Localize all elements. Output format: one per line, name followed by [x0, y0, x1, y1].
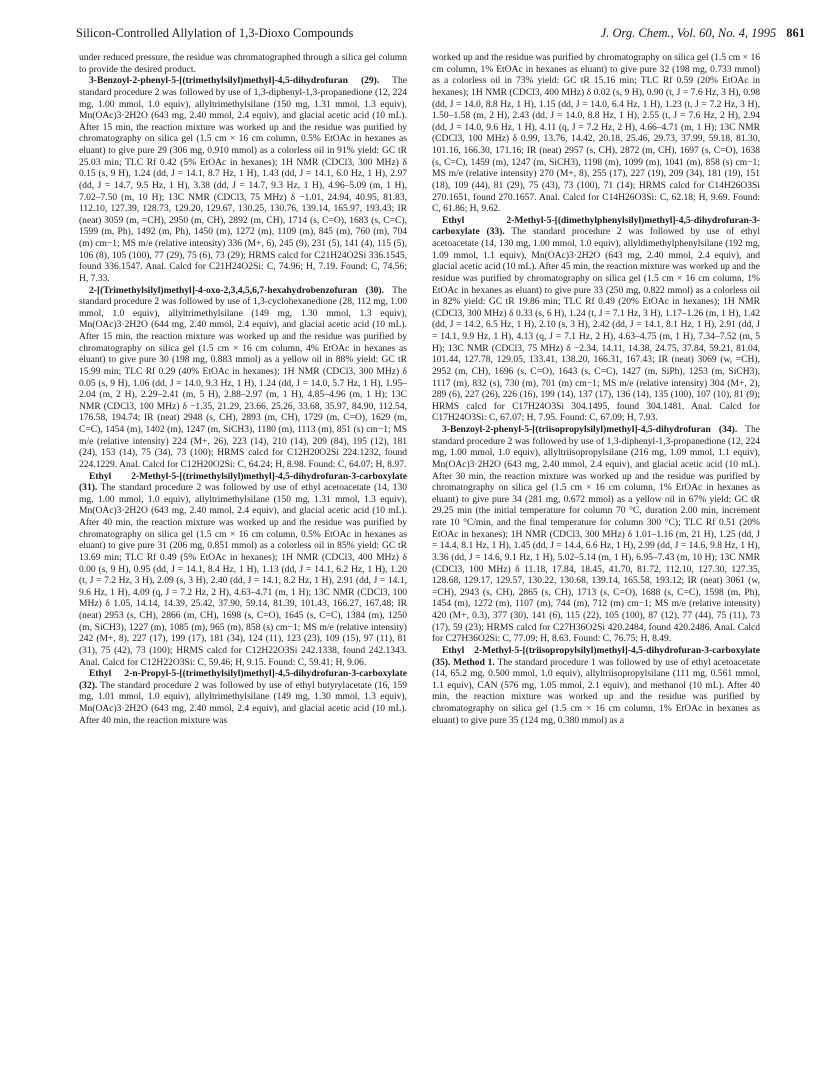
paragraph: [432, 424, 760, 645]
right-column: [432, 52, 760, 726]
paragraph-text: The standard procedure 2 was followed by use of 1,3-diphenyl-1,3-propanedione (12, 224 mg, 1.00 mmol, 1.0 equiv), allyltriisopropylsilane (216 mg, 1.09 mmol, 1.1 equiv), Mn(OAc)3·2H2O (643 mg, 2.40 mmol, 2.4 equiv), and glacial acetic acid (10 mL). After 30 min, the reaction mixture was worked up and the residue was purified by chromatography on silica gel (1.5 cm × 16 cm column, 1% EtOAc in hexanes as eluant) to give pure 34 (281 mg, 0.672 mmol) as a yellow oil in 67% yield: GC tR 29.25 min (the initial temperature for column 70 °C, duration 2.00 min, increment rate 10 °C/min, and the final temperature for column 300 °C); TLC Rf 0.51 (20% EtOAc in hexanes); 1H NMR (CDCl3, 300 MHz) δ 1.01–1.16 (m, 21 H), 1.25 (dd, J = 14.4, 8.1 Hz, 1 H), 1.45 (dd, J = 14.4, 6.6 Hz, 1 H), 2.99 (dd, J = 14.6, 9.8 Hz, 1 H), 3.36 (dd, J = 14.6, 9.1 Hz, 1 H), 5.02–5.14 (m, 1 H), 6.95–7.43 (m, 10 H); 13C NMR (CDCl3, 100 MHz) δ 11.18, 17.84, 18.45, 41.70, 81.72, 112.10, 127.30, 127.35, 128.68, 129.17, 129.57, 130.22, 130.68, 139.14, 165.58, 193.12; IR (neat) 3061 (w, =CH), 2943 (s, CH), 2865 (s, CH), 1713 (s, C=O), 1688 (s, C=C), 1598 (m, Ph), 1454 (m), 1272 (m), 1107 (m), 744 (m), 712 (m) cm−1; MS m/e (relative intensity) 420 (M+, 0.3), 377 (30), 141 (6), 115 (22), 105 (100), 87 (12), 77 (44), 75 (11), 73 (17), 59 (23); HRMS calcd for C27H36O2Si 420.2484, found 420.2486. Anal. Calcd for C27H36O2Si: C, 77.09; H, 8.63. Found: C, 76.75; H, 8.49.: [432, 424, 760, 645]
compound-heading: 2-[(Trimethylsilyl)methyl]-4-oxo-2,3,4,5,6,7-hexahydrobenzofuran (30).: [89, 284, 384, 296]
paragraph-text: The standard procedure 1 was followed by use of ethyl acetoacetate (14, 65.2 mg, 0.500 mmol, 1.0 equiv), allyltriisopropylsilane (111 mg, 0.561 mmol, 1.1 equiv), CAN (576 mg, 1.05 mmol, 2.1 equiv), and methanol (10 mL). After 40 min, the reaction mixture was worked up and the residue was purified by chromatography on silica gel (1.5 cm × 16 cm column, 1% EtOAc in hexanes as eluant) to give pure 35 (124 mg, 0.380 mmol) as a: [432, 656, 761, 726]
page-number: 861: [786, 26, 805, 40]
paragraph-text: worked up and the residue was purified by chromatography on silica gel (1.5 cm × 16 cm column, 1% EtOAc in hexanes as eluant) to give pure 32 (198 mg, 0.733 mmol) as a colorless oil in 73% yield: GC tR 15.16 min; TLC Rf 0.59 (20% EtOAc in hexanes); 1H NMR (CDCl3, 400 MHz) δ 0.02 (s, 9 H), 0.90 (t, J = 7.6 Hz, 3 H), 0.98 (dd, J = 14.0, 8.8 Hz, 1 H), 1.15 (dd, J = 14.0, 6.4 Hz, 1 H), 1.23 (t, J = 7.2 Hz, 3 H), 1.50–1.58 (m, 2 H), 2.43 (dd, J = 14.0, 8.8 Hz, 1 H), 2.55 (t, J = 7.6 Hz, 2 H), 2.94 (dd, J = 14.0, 9.6 Hz, 1 H), 4.11 (q, J = 7.2 Hz, 2 H), 4.66–4.71 (m, 1 H); 13C NMR (CDCl3, 100 MHz) δ 0.99, 13.76, 14.42, 20.18, 25.46, 29.73, 37.99, 59.18, 81.30, 101.16, 166.30, 171.16; IR (neat) 2957 (s, CH), 2872 (m, CH), 1697 (s, C=O), 1638 (s, C=C), 1459 (m), 1247 (m, SiCH3), 1198 (m), 1099 (m), 1041 (m), 858 (s) cm−1; MS m/e (relative intensity) 270 (M+, 8), 255 (17), 227 (19), 209 (34), 181 (19), 151 (18), 109 (44), 81 (29), 75 (43), 73 (100), 71 (14); HRMS calcd for C14H26O3Si 270.1651, found 270.1657. Anal. Calcd for C14H26O3Si: C, 62.18; H, 9.69. Found: C, 61.86; H, 9.62.: [432, 52, 760, 215]
left-column: [79, 52, 407, 726]
paragraph-text: The standard procedure 2 was followed by use of ethyl butyrylacetate (16, 159 mg, 1.01 mmol, 1.0 equiv), allyltrimethylsilane (149 mg, 1.30 mmol, 1.3 equiv), Mn(OAc)3·2H2O (643 mg, 2.40 mmol, 2.4 equiv), and glacial acetic acid (10 mL). After 40 min, the reaction mixture was: [79, 679, 407, 726]
journal-name: J. Org. Chem., Vol. 60, No. 4, 1995: [600, 26, 777, 40]
paragraph: [79, 75, 407, 284]
compound-heading: Ethyl 2-Methyl-5-[(triisopropylsilyl)methyl]-4,5-dihydrofuran-3-carboxylate (35). Method 1.: [432, 644, 760, 668]
paragraph: [432, 215, 760, 424]
compound-heading: Ethyl 2-Methyl-5-[(dimethylphenylsilyl)methyl]-4,5-dihydrofuran-3-carboxylate (33).: [432, 214, 760, 238]
paragraph: [432, 645, 760, 726]
paragraph: [79, 285, 407, 471]
paragraph-text: The standard procedure 2 was followed by use of 1,3-cyclohexanedione (28, 112 mg, 1.00 mmol, 1.0 equiv), allyltrimethylsilane (149 mg, 1.30 mmol, 1.3 equiv), Mn(OAc)3·2H2O (644 mg, 2.40 mmol, 2.4 equiv), and glacial acetic acid (10 mL). After 15 min, the reaction mixture was worked up and the residue was purified by chromatography on silica gel (1.5 cm × 16 cm column, 4% EtOAc in hexanes as eluant) to give pure 30 (198 mg, 0.883 mmol) as a yellow oil in 88% yield: GC tR 15.99 min; TLC Rf 0.29 (40% EtOAc in hexanes); 1H NMR (CDCl3, 300 MHz) δ 0.05 (s, 9 H), 1.06 (dd, J = 14.0, 9.3 Hz, 1 H), 1.24 (dd, J = 14.0, 5.7 Hz, 1 H), 1.95–2.04 (m, 2 H), 2.29–2.41 (m, 5 H), 2.88–2.97 (m, 1 H), 4.85–4.96 (m, 1 H); 13C NMR (CDCl3, 100 MHz) δ −1.35, 21.29, 23.66, 25.26, 33.68, 35.97, 84.90, 112.54, 176.58, 194.74; IR (neat) 2948 (s, CH), 2893 (m, CH), 1729 (m, C=O), 1629 (m, C=C), 1454 (m), 1402 (m), 1247 (m, SiCH3), 1180 (m), 1113 (m), 851 (s) cm−1; MS m/e (relative intensity) 224 (M+, 26), 223 (14), 210 (14), 209 (84), 195 (12), 181 (24), 153 (14), 75 (34), 73 (100); HRMS calcd for C12H20O2Si 224.1232, found 224.1229. Anal. Calcd for C12H20O2Si: C, 64.24; H, 8.98. Found: C, 64.07; H, 8.97.: [79, 284, 407, 470]
running-title: Silicon-Controlled Allylation of 1,3-Dioxo Compounds: [76, 26, 354, 40]
paragraph-text: under reduced pressure, the residue was chromatographed through a silica gel column to provide the desired product.: [79, 52, 407, 75]
paragraph: [79, 471, 407, 669]
paragraph-text: The standard procedure 2 was followed by use of 1,3-diphenyl-1,3-propanedione (12, 224 mg, 1.00 mmol, 1.0 equiv), allyltrimethylsilane (150 mg, 1.31 mmol, 1.3 equiv), Mn(OAc)3·2H2O (643 mg, 2.40 mmol, 2.4 equiv), and glacial acetic acid (10 mL). After 15 min, the reaction mixture was worked up and the residue was purified by chromatography on silica gel (1.5 cm × 16 cm column, 0.5% EtOAc in hexanes as eluant) to give pure 29 (306 mg, 0.910 mmol) as a colorless oil in 91% yield: GC tR 25.03 min; TLC Rf 0.42 (5% EtOAc in hexanes); 1H NMR (CDCl3, 300 MHz) δ 0.15 (s, 9 H), 1.24 (dd, J = 14.1, 8.7 Hz, 1 H), 1.43 (dd, J = 14.1, 6.0 Hz, 1 H), 2.97 (dd, J = 14.7, 9.5 Hz, 1 H), 3.38 (dd, J = 14.7, 9.3 Hz, 1 H), 4.96–5.09 (m, 1 H), 7.02–7.50 (m, 10 H); 13C NMR (CDCl3, 75 MHz) δ −1.01, 24.94, 40.95, 81.83, 112.10, 127.39, 128.73, 129.20, 129.67, 130.25, 130.76, 139.14, 165.97, 193.43; IR (neat) 3059 (m, =CH), 2950 (m, CH), 2892 (m, CH), 1714 (s, C=O), 1683 (s, C=C), 1599 (m, Ph), 1492 (m, Ph), 1450 (m), 1272 (m), 1109 (m), 845 (m), 760 (m), 704 (m) cm−1; MS m/e (relative intensity) 336 (M+, 6), 245 (9), 231 (5), 141 (4), 115 (5), 106 (8), 105 (100), 77 (29), 75 (6), 73 (29); HRMS calcd for C21H24O2Si 336.1545, found 336.1547. Anal. Calcd for C21H24O2Si: C, 74.96; H, 7.19. Found: C, 74.56; H, 7.33.: [79, 75, 408, 284]
running-header: [76, 26, 805, 44]
paragraph-text: The standard procedure 2 was followed by use of ethyl acetoacetate (14, 130 mg, 1.00 mmol, 1.0 equiv), allyldimethylphenylsilane (192 mg, 1.09 mmol, 1.1 equiv), Mn(OAc)3·2H2O (643 mg, 2.40 mmol, 2.4 equiv), and glacial acetic acid (10 mL). After 45 min, the reaction mixture was worked up and the residue was purified by chromatography on silica gel (1.5 cm × 16 cm column, 1% EtOAc in hexanes as eluant) to give pure 33 (250 mg, 0.822 mmol) as a colorless oil in 82% yield: GC tR 19.86 min; TLC Rf 0.49 (20% EtOAc in hexanes); 1H NMR (CDCl3, 300 MHz) δ 0.33 (s, 6 H), 1.24 (t, J = 7.1 Hz, 3 H), 1.17–1.26 (m, 1 H), 1.42 (dd, J = 14.2, 6.5 Hz, 1 H), 2.10 (s, 3 H), 2.42 (dd, J = 14.1, 8.1 Hz, 1 H), 2.91 (dd, J = 14.1, 9.9 Hz, 1 H), 4.13 (q, J = 7.1 Hz, 2 H), 4.63–4.75 (m, 1 H), 7.34–7.52 (m, 5 H); 13C NMR (CDCl3, 75 MHz) δ −2.34, 14.11, 14.38, 24.75, 37.84, 59.21, 81.04, 101.44, 127.78, 129.05, 133.41, 138.20, 166.31, 167.43; IR (neat) 3069 (w, =CH), 2952 (m, CH), 1696 (s, C=O), 1643 (s, C=C), 1427 (m, SiPh), 1253 (m, SiCH3), 1117 (m), 832 (s), 730 (m), 701 (m) cm−1; MS m/e (relative intensity) 304 (M+, 2), 289 (6), 227 (26), 226 (16), 199 (14), 137 (17), 136 (14), 135 (100), 107 (10), 81 (9); HRMS calcd for C17H24O3Si 304.1495, found 304.1481. Anal. Calcd for C17H24O3Si: C, 67.07; H, 7.95. Found: C, 67.09; H, 7.93.: [432, 226, 761, 424]
compound-heading: Ethyl 2-Methyl-5-[(trimethylsilyl)methyl]-4,5-dihydrofuran-3-carboxylate (31).: [79, 470, 407, 494]
journal-citation: [601, 26, 805, 41]
paragraph: [79, 668, 407, 726]
compound-heading: 3-Benzoyl-2-phenyl-5-[(trimethylsilyl)methyl]-4,5-dihydrofuran (29).: [89, 75, 380, 87]
compound-heading: Ethyl 2-n-Propyl-5-[(trimethylsilyl)methyl]-4,5-dihydrofuran-3-carboxylate (32).: [79, 668, 407, 691]
paragraph-text: The standard procedure 2 was followed by use of ethyl acetoacetate (14, 130 mg, 1.00 mmol, 1.0 equiv), allyltrimethylsilane (150 mg, 1.31 mmol, 1.3 equiv), Mn(OAc)3·2H2O (643 mg, 2.40 mmol, 2.4 equiv), and glacial acetic acid (10 mL). After 40 min, the reaction mixture was worked up and the residue was purified by chromatography on silica gel (1.5 cm × 16 cm column, 0.5% EtOAc in hexanes as eluant) to give pure 31 (206 mg, 0.851 mmol) as a colorless oil in 85% yield: GC tR 13.69 min; TLC Rf 0.49 (5% EtOAc in hexanes); 1H NMR (CDCl3, 400 MHz) δ 0.00 (s, 9 H), 0.95 (dd, J = 14.1, 8.4 Hz, 1 H), 1.13 (dd, J = 14.1, 6.2 Hz, 1 H), 1.20 (t, J = 7.2 Hz, 3 H), 2.09 (s, 3 H), 2.40 (dd, J = 14.1, 8.2 Hz, 1 H), 2.91 (dd, J = 14.1, 9.6 Hz, 1 H), 4.09 (q, J = 7.2 Hz, 2 H), 4.63–4.71 (m, 1 H); 13C NMR (CDCl3, 100 MHz) δ 1.05, 14.14, 14.39, 25.42, 37.90, 59.14, 81.39, 101.43, 166.27, 167.48; IR (neat) 2953 (s, CH), 2866 (m, CH), 1698 (s, C=O), 1645 (s, C=C), 1384 (m), 1250 (m, SiCH3), 1227 (m), 1085 (m), 965 (m), 858 (s) cm−1; MS m/e (relative intensity) 242 (M+, 8), 227 (17), 199 (17), 181 (34), 124 (11), 123 (23), 109 (15), 97 (11), 81 (31), 75 (42), 73 (100); HRMS calcd for C12H22O3Si 242.1338, found 242.1343. Anal. Calcd for C12H22O3Si: C, 59.46; H, 9.15. Found: C, 59.41; H, 9.06.: [79, 482, 407, 668]
paragraph: [79, 52, 407, 75]
paragraph: [432, 52, 760, 215]
compound-heading: 3-Benzoyl-2-phenyl-5-[(triisopropylsilyl)methyl]-4,5-dihydrofuran (34).: [442, 424, 738, 435]
